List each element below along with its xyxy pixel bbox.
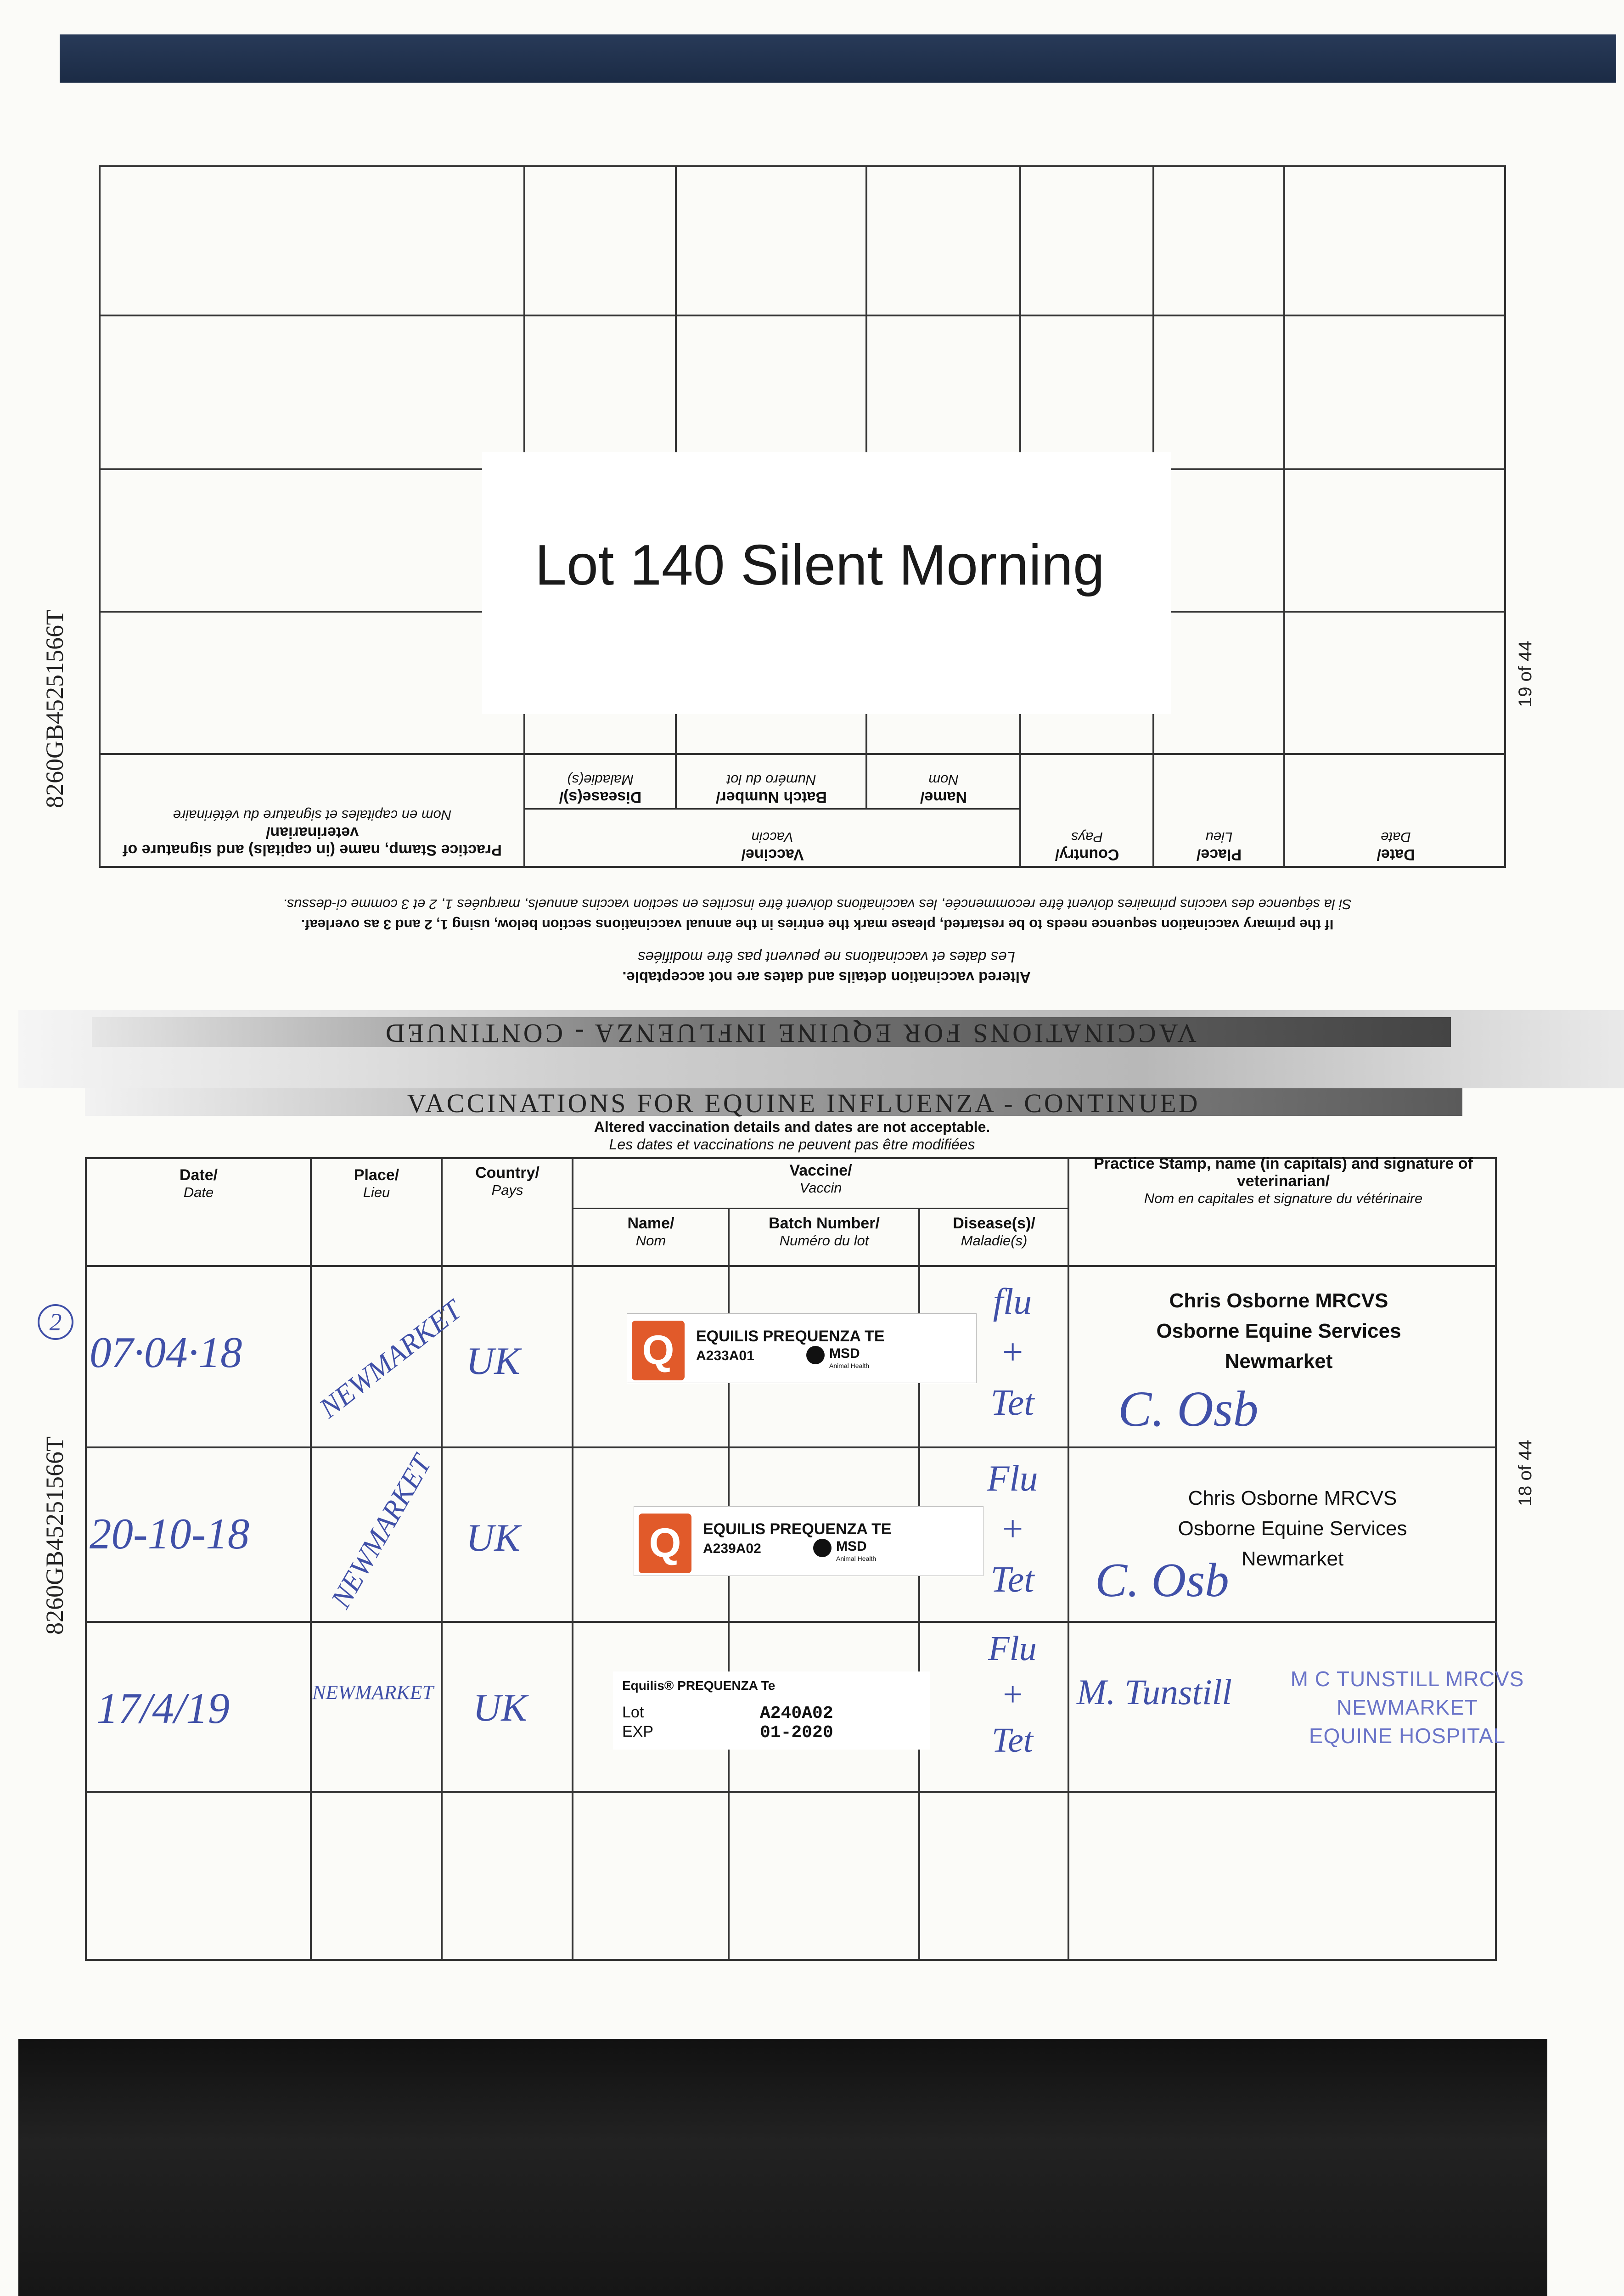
row-disease: Flu + Tet [988,1629,1037,1760]
q-logo-icon: Q [639,1514,691,1573]
vet-signature: C. Osb [1095,1553,1229,1607]
row-date: 20-10-18 [90,1509,250,1558]
lower-header-vaccine: Vaccine/ Vaccin [789,1162,852,1196]
row-country: UK [473,1686,528,1729]
table-row [85,1446,1497,1621]
upper-header-date: Date/ Date [1377,829,1415,863]
vaccine-label [627,1313,977,1383]
lower-altered-notice: Altered vaccination details and dates are not acceptable. Les dates et vaccinations ne peuvent pas être modifiées [594,1119,990,1153]
scan-bottom-edge [18,2039,1547,2296]
lower-section-title: VACCINATIONS FOR EQUINE INFLUENZA - CONTINUED [407,1088,1200,1118]
lower-header-batch: Batch Number/ Numéro du lot [769,1215,880,1249]
upper-header-disease: Disease(s)/ Maladie(s) [559,772,642,806]
row-date: 17/4/19 [96,1684,230,1733]
row-country: UK [466,1339,521,1383]
vet-stamp: M C TUNSTILL MRCVS NEWMARKET EQUINE HOSPITAL [1290,1667,1524,1748]
table-row [85,1621,1524,1791]
upper-page-number: 19 of 44 [1515,641,1535,707]
vaccine-product: EQUILIS PREQUENZA TE [703,1520,892,1538]
row-disease: flu + Tet [990,1282,1034,1423]
vaccine-maker-sub: Animal Health [836,1555,877,1562]
upper-header-place: Place/ Lieu [1196,829,1242,863]
vet-signature: M. Tunstill [1077,1672,1232,1712]
upper-section-title: VACCINATIONS FOR EQUINE INFLUENZA - CONTINUED [382,1019,1197,1048]
lower-header-disease: Disease(s)/ Maladie(s) [953,1215,1035,1249]
row-place: NEWMARKET [314,1294,468,1424]
vaccine-lot: A240A02 [760,1704,833,1723]
msd-logo-icon [806,1346,825,1364]
vet-stamp: Chris Osborne MRCVS Osborne Equine Services Newmarket [1178,1487,1407,1570]
vaccine-lot-key: Lot [622,1704,644,1721]
upper-header-name: Name/ Nom [920,772,967,806]
margin-sequence-mark: 2 [38,1304,73,1340]
vaccine-batch: A233A01 [696,1348,754,1363]
row-country: UK [466,1516,521,1559]
q-logo-icon: Q [632,1321,685,1380]
upper-header-batch: Batch Number/ Numéro du lot [716,772,827,806]
lower-page-number: 18 of 44 [1515,1440,1535,1506]
lower-header-place: Place/ Lieu [354,1166,399,1200]
upper-altered-notice: Altered vaccination details and dates are not acceptable. Les dates et vaccinations ne peuvent pas être modifiées [622,949,1031,986]
vaccine-maker: MSD [829,1346,860,1361]
upper-restart-notice: If the primary vaccination sequence needs to be restarted, please mark the entries in the annual vaccinations section below, using 1, 2 and 3 as overleaf. Si la séquence des vaccins primaires doivent être recommencée, les vaccinations doivent être inscrites en section vaccins annuels, marquées 1, 2 et 3 comme ci-dessus. [283,896,1352,933]
lower-page [0,1088,1624,2039]
row-disease: Flu + Tet [987,1458,1038,1600]
lower-header-date: Date/ Date [179,1166,218,1200]
vaccine-product: Equilis® PREQUENZA Te [622,1678,775,1693]
vaccine-product: EQUILIS PREQUENZA TE [696,1328,885,1345]
vet-signature: C. Osb [1118,1381,1259,1437]
table-row [85,1265,1497,1446]
row-place: NEWMARKET [312,1681,433,1704]
vaccine-maker-sub: Animal Health [829,1362,870,1369]
upper-header-country: Country/ Pays [1055,829,1119,863]
row-date: 07·04·18 [90,1328,242,1377]
vaccine-label [634,1506,983,1576]
vaccine-batch: A239A02 [703,1541,761,1556]
msd-logo-icon [813,1539,832,1557]
upper-passport-id: 8260GB45251566T [41,610,68,808]
vaccine-exp: 01-2020 [760,1723,833,1743]
vaccine-label [613,1671,930,1750]
lower-header-name: Name/ Nom [627,1215,674,1249]
row-place: NEWMARKET [325,1450,438,1614]
upper-header-vaccine: Vaccine/ Vaccin [741,829,804,863]
lot-label [482,452,1171,714]
lower-header-practice: Practice Stamp, name (in capitals) and signature of veterinarian/ Nom en capitales et signature du vétérinaire [1094,1155,1473,1206]
lot-label-text: Lot 140 Silent Morning [535,534,1105,597]
upper-header-practice: Practice Stamp, name (in capitals) and signature of veterinarian/ Nom en capitales et signature du vétérinaire [123,807,502,859]
lower-passport-id: 8260GB45251566T [41,1436,68,1635]
vet-stamp: Chris Osborne MRCVS Osborne Equine Services Newmarket [1156,1289,1401,1373]
lower-header-country: Country/ Pays [475,1164,539,1198]
vaccine-exp-key: EXP [622,1723,654,1740]
vaccine-maker: MSD [836,1539,867,1554]
